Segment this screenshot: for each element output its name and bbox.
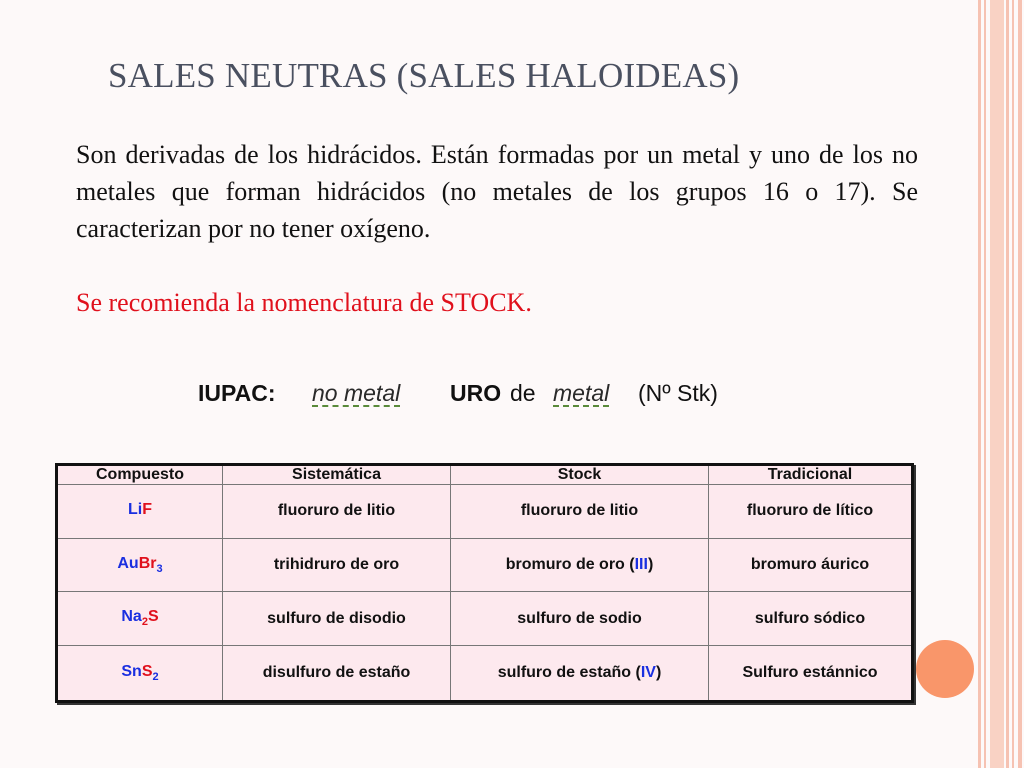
traditional-name: fluoruro de lítico xyxy=(709,485,913,539)
oxidation-number: IV xyxy=(640,663,656,681)
nomenclature-table xyxy=(55,463,914,703)
systematic-name: fluoruro de litio xyxy=(223,485,451,539)
systematic-name: sulfuro de disodio xyxy=(223,592,451,646)
stock-name xyxy=(451,645,709,701)
nonmetal-symbol: S xyxy=(141,662,153,680)
compound-formula xyxy=(57,592,223,646)
body-paragraph: Son derivadas de los hidrácidos. Están formadas por un metal y uno de los no metales que forman hidrácidos (no metales de los grupos 16 o 17). Se caracterizan por no tener oxígeno. xyxy=(76,140,918,243)
oxidation-number: III xyxy=(634,555,648,573)
stock-name xyxy=(451,485,709,539)
compound-formula xyxy=(57,485,223,539)
metal-symbol: Au xyxy=(117,554,139,572)
nonmetal-symbol: S xyxy=(147,608,159,626)
header-compuesto: Compuesto xyxy=(57,465,223,485)
formula-uro: URO xyxy=(450,380,502,406)
stock-name-text: sulfuro de estaño ( xyxy=(497,663,641,681)
systematic-name: trihidruro de oro xyxy=(223,538,451,592)
metal-symbol: Li xyxy=(128,501,143,519)
formula-de: de xyxy=(510,380,536,406)
table-row xyxy=(57,485,913,539)
stock-name xyxy=(451,538,709,592)
metal-subscript: 2 xyxy=(141,616,148,629)
nonmetal-symbol: F xyxy=(142,501,152,519)
compound-formula xyxy=(57,538,223,592)
slide-title: SALES NEUTRAS (SALES HALOIDEAS) xyxy=(108,56,740,95)
formula-metal: metal xyxy=(553,380,610,406)
stock-name-text: bromuro de oro ( xyxy=(505,555,635,573)
stock-name-text: fluoruro de litio xyxy=(520,502,639,520)
decorative-circle xyxy=(916,640,974,698)
formula-stock-number: (Nº Stk) xyxy=(638,380,718,406)
stock-name xyxy=(451,592,709,646)
iupac-formula xyxy=(198,376,758,416)
stock-name-close: ) xyxy=(655,663,662,681)
traditional-name: bromuro áurico xyxy=(709,538,913,592)
compound-formula xyxy=(57,645,223,701)
systematic-name: disulfuro de estaño xyxy=(223,645,451,701)
stock-name-text: sulfuro de sodio xyxy=(517,609,642,627)
stock-name-close: ) xyxy=(647,555,654,573)
nonmetal-subscript: 2 xyxy=(152,671,159,683)
traditional-name: Sulfuro estánnico xyxy=(709,645,913,701)
header-stock: Stock xyxy=(451,465,709,485)
table-row xyxy=(57,592,913,646)
nonmetal-symbol: Br xyxy=(138,554,157,572)
recommendation-text: Se recomienda la nomenclatura de STOCK. xyxy=(76,288,532,317)
metal-symbol: Sn xyxy=(121,662,142,680)
table-row xyxy=(57,645,913,701)
formula-no-metal: no metal xyxy=(312,380,401,406)
metal-symbol: Na xyxy=(121,608,142,626)
table-header-row xyxy=(57,465,913,485)
header-tradicional: Tradicional xyxy=(709,465,913,485)
traditional-name: sulfuro sódico xyxy=(709,592,913,646)
table-row xyxy=(57,538,913,592)
nonmetal-subscript: 3 xyxy=(156,563,163,575)
header-sistematica: Sistemática xyxy=(223,465,451,485)
formula-prefix: IUPAC: xyxy=(198,380,276,406)
